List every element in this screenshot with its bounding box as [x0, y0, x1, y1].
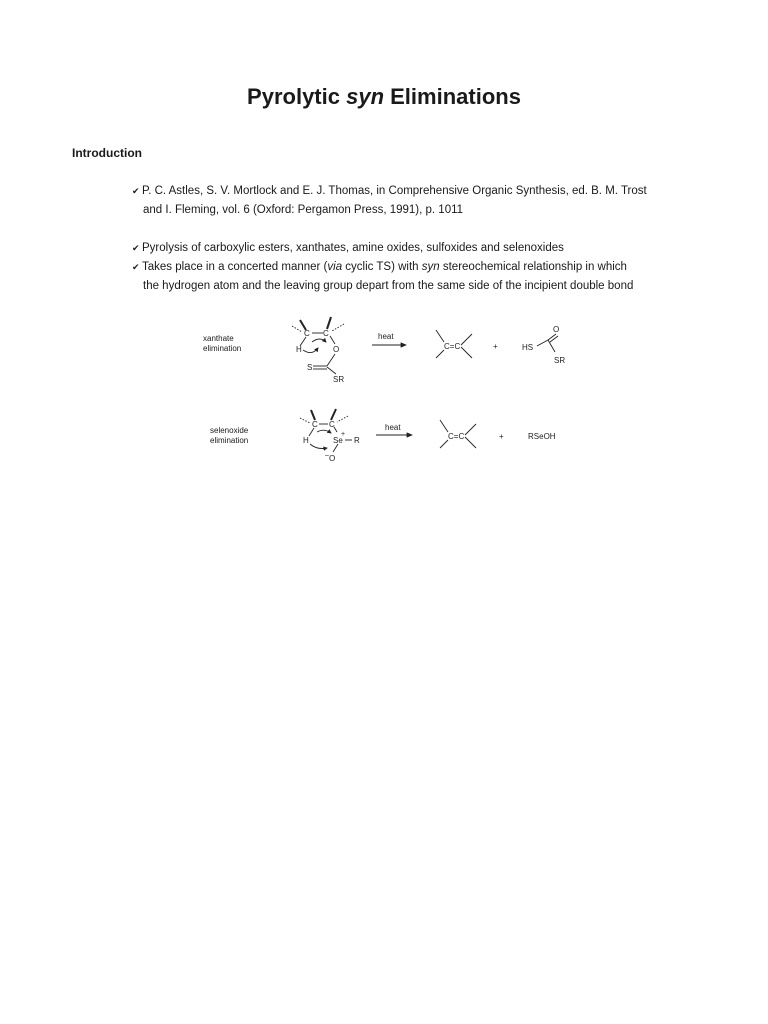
label-line2: elimination — [210, 436, 249, 445]
byproduct-sr: SR — [554, 356, 566, 365]
concerted-a: Takes place in a concerted manner ( — [142, 261, 328, 273]
scheme-selenoxide — [200, 404, 570, 478]
ts-charge-plus: + — [341, 431, 346, 438]
ts-c2: C — [329, 420, 335, 429]
byproduct-hs: HS — [522, 343, 534, 352]
concerted-syn: syn — [421, 261, 440, 273]
bullet-reference — [132, 182, 692, 220]
ts-se: Se — [333, 436, 343, 445]
title-suffix: Eliminations — [384, 84, 521, 109]
ts-r: R — [354, 436, 360, 445]
concerted-via: via — [327, 261, 343, 273]
reference-line1: P. C. Astles, S. V. Mortlock and E. J. Thomas, in Comprehensive Organic Synthesis, ed. B. M. Trost — [142, 185, 647, 197]
concerted-b: cyclic TS) with — [342, 261, 422, 273]
selenoxide-scheme-drawing — [200, 404, 570, 478]
ts-charge-minus: – — [325, 452, 329, 459]
concerted-line2: the hydrogen atom and the leaving group depart from the same side of the incipient double bond — [143, 280, 634, 292]
plus-sign: + — [493, 342, 498, 351]
ts-h: H — [303, 436, 309, 445]
ts-h: H — [296, 345, 302, 354]
concerted-c: stereochemical relationship in which — [439, 261, 627, 273]
product-alkene: C=C — [444, 342, 461, 351]
ts-c1: C — [312, 420, 318, 429]
label-line1: selenoxide — [210, 426, 249, 435]
section-heading: Introduction — [72, 146, 142, 160]
ts-c1: C — [304, 329, 310, 338]
label-line1: xanthate — [203, 334, 234, 343]
reference-line2: and I. Fleming, vol. 6 (Oxford: Pergamon Press, 1991), p. 1011 — [143, 204, 464, 216]
check-icon: ✔ — [132, 243, 140, 253]
check-icon: ✔ — [132, 186, 140, 196]
ts-o: O — [329, 454, 336, 463]
label-line2: elimination — [203, 344, 242, 353]
page-title — [0, 84, 768, 110]
scheme-xanthate — [200, 312, 570, 386]
title-prefix: Pyrolytic — [247, 84, 347, 109]
arrow-label-heat: heat — [385, 423, 401, 432]
arrow-label-heat: heat — [378, 332, 394, 341]
ts-c2: C — [323, 329, 329, 338]
plus-sign: + — [499, 432, 504, 441]
bullet-concerted — [132, 258, 692, 296]
ts-o: O — [333, 345, 340, 354]
check-icon: ✔ — [132, 262, 140, 272]
byproduct-o: O — [553, 325, 560, 334]
bullet-pyrolysis — [132, 239, 692, 258]
ts-s: S — [307, 363, 313, 372]
pyrolysis-text: Pyrolysis of carboxylic esters, xanthates, amine oxides, sulfoxides and selenoxides — [142, 242, 564, 254]
title-italic: syn — [346, 84, 385, 109]
product-alkene: C=C — [448, 432, 465, 441]
byproduct-rseoh: RSeOH — [528, 432, 556, 441]
ts-sr: SR — [333, 375, 345, 384]
xanthate-scheme-drawing — [200, 312, 570, 386]
